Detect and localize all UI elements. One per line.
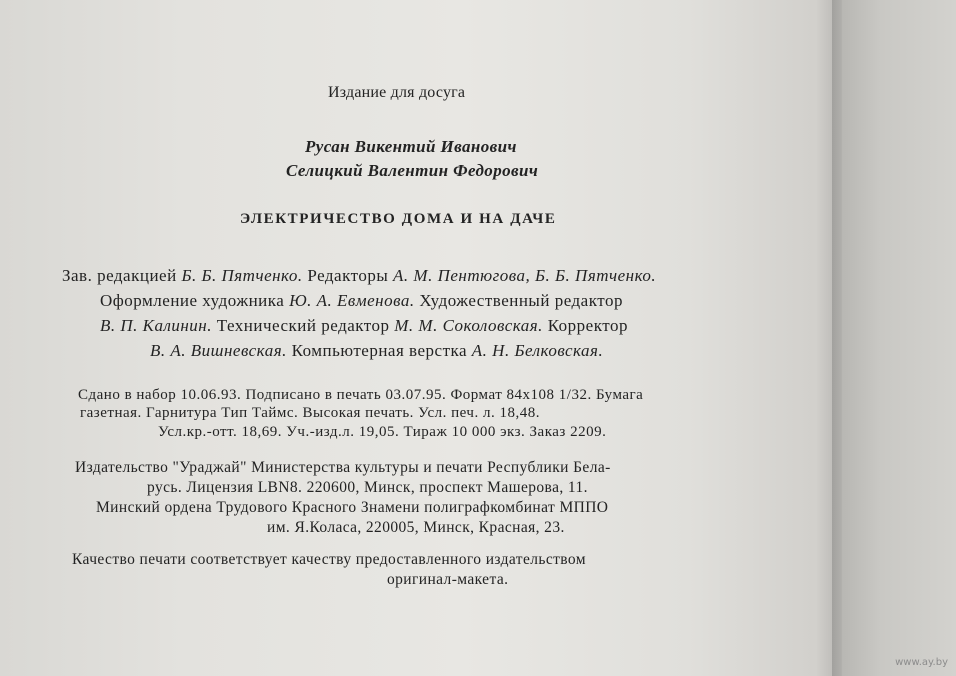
credits-person-name: Ю. А. Евменова. [289,291,415,310]
credits-role-text: Художественный редактор [414,291,623,310]
author-2: Селицкий Валентин Федорович [286,161,539,180]
credits-role-text: Редакторы [302,266,394,285]
book-title: ЭЛЕКТРИЧЕСТВО ДОМА И НА ДАЧЕ [240,211,557,227]
page-fold-shadow [832,0,842,676]
credits-line-1 [62,266,656,286]
series-line: Издание для досуга [328,84,466,101]
imprint-line-2: газетная. Гарнитура Тип Таймс. Высокая печать. Усл. печ. л. 18,48. [80,405,540,421]
credits-role-text: Оформление художника [100,291,290,310]
credits-role-text: Корректор [542,316,628,335]
credits-role-text: Зав. редакцией [62,266,182,285]
credits-person-name: Б. Б. Пятченко. [181,266,303,285]
credits-person-name: В. П. Калинин. [100,316,212,335]
credits-person-name: М. М. Соколовская. [394,316,543,335]
credits-person-name: А. М. Пентюгова, Б. Б. Пятченко. [393,266,657,285]
next-page-edge [840,0,956,676]
author-1: Русан Викентий Иванович [305,137,517,156]
printer-line-2: им. Я.Колаcа, 220005, Минск, Красная, 23. [267,519,565,536]
imprint-line-3: Усл.кр.-отт. 18,69. Уч.-изд.л. 19,05. Тираж 10 000 экз. Заказ 2209. [158,424,607,440]
publisher-line-1: Издательство "Ураджай" Министерства культуры и печати Республики Бела- [75,459,611,476]
quality-line-1: Качество печати соответствует качеству предоставленного издательством [72,551,586,568]
credits-person-name: А. Н. Белковская. [471,341,604,360]
credits-line-2 [100,291,623,311]
credits-line-3 [100,316,628,336]
imprint-line-1: Сдано в набор 10.06.93. Подписано в печать 03.07.95. Формат 84x108 1/32. Бумага [78,387,644,403]
credits-line-4 [150,341,603,361]
credits-role-text: Технический редактор [211,316,395,335]
credits-person-name: В. А. Вишневская. [150,341,287,360]
quality-line-2: оригинал-макета. [387,571,509,588]
publisher-line-2: русь. Лицензия LBN8. 220600, Минск, проспект Машерова, 11. [147,479,588,496]
printer-line-1: Минский ордена Трудового Красного Знамени полиграфкомбинат МППО [96,499,609,516]
credits-role-text: Компьютерная верстка [286,341,472,360]
watermark: www.ay.by [895,657,948,668]
